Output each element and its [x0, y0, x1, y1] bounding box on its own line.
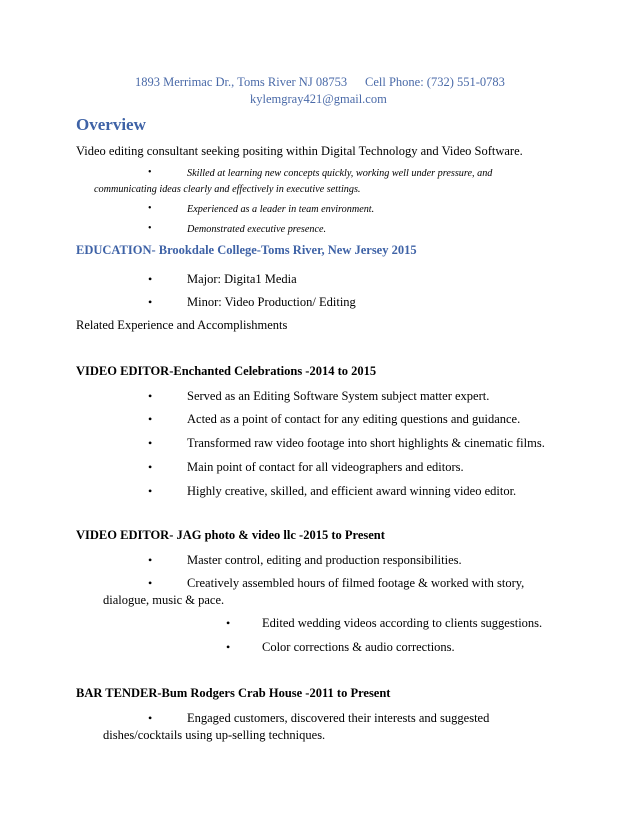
job1-item-1: Served as an Editing Software System subject matter expert. — [187, 389, 490, 403]
job1-item-4: Main point of contact for all videographers and editors. — [187, 460, 464, 474]
bullet: • — [148, 272, 153, 286]
education-item-major: Major: Digita1 Media — [187, 272, 297, 286]
bullet: • — [148, 412, 153, 426]
related-experience-label: Related Experience and Accomplishments — [76, 318, 288, 332]
bullet: • — [148, 436, 153, 450]
job1-item-2: Acted as a point of contact for any editing questions and guidance. — [187, 412, 521, 426]
overview-item-1: Skilled at learning new concepts quickly, working well under pressure, and — [187, 168, 493, 179]
job2-item-1: Master control, editing and production responsibilities. — [187, 553, 462, 567]
contact-phone: Cell Phone: (732) 551-0783 — [365, 75, 505, 89]
overview-item-2: Experienced as a leader in team environment. — [187, 204, 375, 215]
bullet: • — [148, 460, 153, 474]
job-title-jag: VIDEO EDITOR- JAG photo & video llc -2015 to Present — [76, 528, 385, 542]
bullet: • — [148, 223, 152, 234]
bullet: • — [226, 616, 231, 630]
job2-sub-item-1: Edited wedding videos according to clients suggestions. — [262, 616, 543, 630]
job2-sub-item-2: Color corrections & audio corrections. — [262, 640, 455, 654]
bullet: • — [148, 167, 152, 178]
bullet: • — [148, 576, 153, 590]
overview-summary: Video editing consultant seeking positing within Digital Technology and Video Software. — [76, 144, 523, 158]
bullet: • — [148, 203, 152, 214]
job2-item-2-cont: dialogue, music & pace. — [103, 593, 225, 607]
overview-item-3: Demonstrated executive presence. — [187, 224, 327, 235]
job3-item-1: Engaged customers, discovered their interests and suggested — [187, 711, 490, 725]
bullet: • — [148, 711, 153, 725]
job-title-bartender: BAR TENDER-Bum Rodgers Crab House -2011 to Present — [76, 686, 391, 700]
job-title-enchanted: VIDEO EDITOR-Enchanted Celebrations -2014 to 2015 — [76, 364, 377, 378]
bullet: • — [226, 640, 231, 654]
bullet: • — [148, 484, 153, 498]
bullet: • — [148, 295, 153, 309]
job1-item-3: Transformed raw video footage into short highlights & cinematic films. — [187, 436, 545, 450]
overview-heading: Overview — [76, 115, 146, 134]
overview-item-1-cont: communicating ideas clearly and effectively in executive settings. — [94, 184, 361, 195]
contact-email[interactable]: kylemgray421@gmail.com — [250, 92, 387, 106]
contact-address: 1893 Merrimac Dr., Toms River NJ 08753 — [135, 75, 348, 89]
job2-item-2: Creatively assembled hours of filmed footage & worked with story, — [187, 576, 525, 590]
job1-item-5: Highly creative, skilled, and efficient award winning video editor. — [187, 484, 517, 498]
bullet: • — [148, 389, 153, 403]
education-heading: EDUCATION- Brookdale College-Toms River, New Jersey 2015 — [76, 243, 417, 257]
education-item-minor: Minor: Video Production/ Editing — [187, 295, 356, 309]
job3-item-1-cont: dishes/cocktails using up-selling techniques. — [103, 728, 326, 742]
bullet: • — [148, 553, 153, 567]
